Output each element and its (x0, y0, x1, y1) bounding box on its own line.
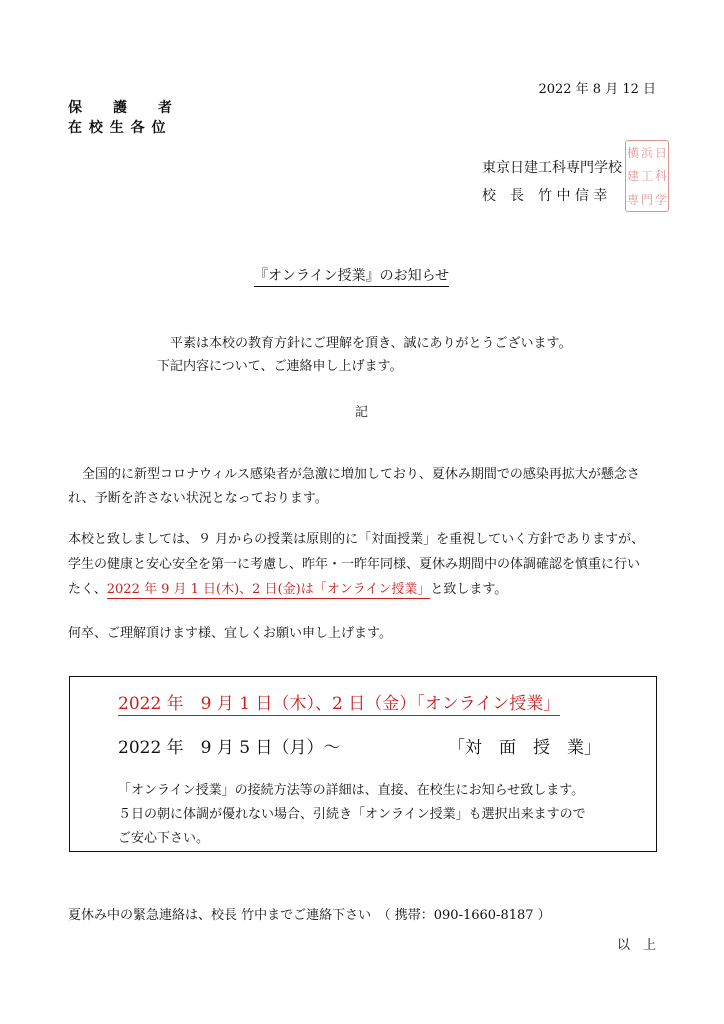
greeting-line-2: 下記内容について、ご連絡申し上げます。 (157, 359, 403, 374)
schedule-box (69, 676, 657, 852)
seal-char: 専 (626, 192, 639, 207)
paragraph-2-line-1: 本校と致しましては、９ 月からの授業は原則的に「対面授業」を重視していく方針でありますが、 (68, 532, 645, 547)
seal-char: 浜 (640, 146, 653, 161)
ki-heading: 記 (355, 405, 369, 420)
document-date: 2022 年 8 月 12 日 (538, 82, 656, 97)
paragraph-2-prefix: たく、 (68, 582, 107, 597)
paragraph-3: 何卒、ご理解頂けます様、宜しくお願い申し上げます。 (68, 626, 392, 641)
box-note-3: ご安心下さい。 (118, 831, 210, 846)
box-note-1: 「オンライン授業」の接続方法等の詳細は、直接、在校生にお知らせ致します。 (118, 783, 585, 798)
paragraph-2-line-2: 学生の健康と安心安全を第一に考慮し、昨年・一昨年同様、夏休み期間中の体調確認を慎重に行い (68, 557, 641, 572)
inperson-schedule-label: 「対 面 授 業」 (448, 738, 601, 758)
seal-char: 科 (654, 169, 667, 184)
online-dates-highlight: 2022 年 9 月 1 日(木)、2 日(金)は「オンライン授業」 (106, 582, 431, 597)
emergency-contact: 夏休み中の緊急連絡は、校長 竹中までご連絡下さい （ 携帯：090-1660-8187 ） (68, 908, 551, 923)
seal-char: 日 (654, 146, 667, 161)
paragraph-2-suffix: と致します。 (430, 582, 508, 597)
paragraph-1-line-1: 全国的に新型コロナウィルス感染者が急激に増加しており、夏休み期間での感染再拡大が懸念さ (82, 467, 640, 482)
paragraph-2-line-3 (68, 578, 507, 597)
paragraph-1-line-2: れ、予断を許さない状況となっております。 (68, 491, 328, 506)
recipient-guardians: 保 護 者 (68, 100, 173, 116)
online-schedule: 2022 年 9 月 1 日（木）、2 日（金）「オンライン授業」 (118, 689, 560, 716)
school-name: 東京日建工科専門学校 (482, 160, 622, 176)
seal-char: 建 (626, 169, 639, 184)
box-note-2: ５日の朝に体調が優れない場合、引続き「オンライン授業」も選択出来ますので (118, 807, 586, 822)
seal-char: 横 (626, 146, 639, 161)
closing-mark: 以 上 (616, 938, 656, 953)
seal-char: 門 (640, 192, 653, 207)
seal-char: 学 (654, 192, 667, 207)
seal-char: 工 (640, 169, 653, 184)
recipient-students: 在 校 生 各 位 (68, 120, 167, 136)
principal-name: 校 長 竹 中 信 幸 (482, 188, 608, 204)
school-seal (625, 140, 669, 212)
greeting-line-1: 平素は本校の教育方針にご理解を頂き、誠にありがとうございます。 (170, 336, 572, 351)
document-title: 『オンライン授業』のお知らせ (254, 265, 449, 287)
inperson-schedule-date: 2022 年 9 月 5 日（月）～ (118, 738, 341, 758)
